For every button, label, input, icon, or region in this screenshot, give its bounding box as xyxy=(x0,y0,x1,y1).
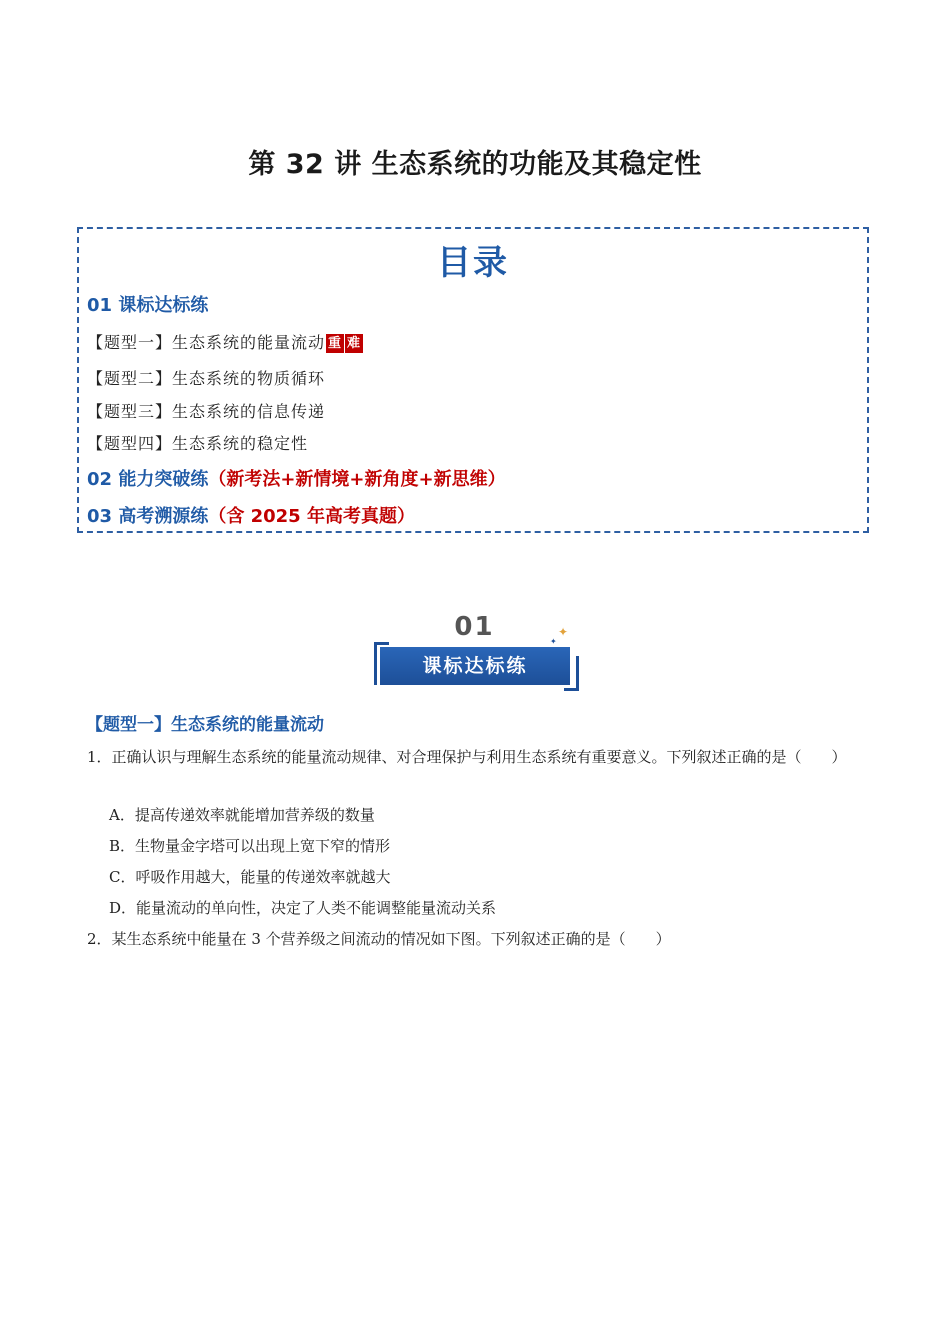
banner-number: 01 xyxy=(454,612,495,642)
sparkle-small-icon: ✦ xyxy=(550,637,557,646)
toc-item-type-3[interactable] xyxy=(87,399,325,422)
table-of-contents xyxy=(77,227,869,533)
toc-item-label: 【题型四】生态系统的稳定性 xyxy=(87,434,309,453)
sparkle-icon: ✦ xyxy=(558,625,569,639)
toc-item-type-2[interactable] xyxy=(87,366,325,389)
page-title: 第 32 讲 生态系统的功能及其稳定性 xyxy=(248,149,702,180)
toc-heading: 目录 xyxy=(437,243,509,283)
question-2-stem: 2．某生态系统中能量在 3 个营养级之间流动的情况如下图。下列叙述正确的是（ ） xyxy=(87,930,671,948)
banner-label: 课标达标练 xyxy=(380,647,570,685)
badge-important: 重 xyxy=(328,336,343,351)
toc-item-label: 【题型一】生态系统的能量流动 xyxy=(87,333,326,352)
section-banner xyxy=(372,612,582,692)
toc-section-2-title: 02 能力突破练 xyxy=(87,469,209,490)
type-heading: 【题型一】生态系统的能量流动 xyxy=(86,715,324,735)
toc-section-3-note: （含 2025 年高考真题） xyxy=(208,506,415,527)
question-1-option-b[interactable]: B．生物量金字塔可以出现上宽下窄的情形 xyxy=(109,837,391,855)
toc-item-type-4[interactable] xyxy=(87,431,308,454)
question-1-stem: 1．正确认识与理解生态系统的能量流动规律、对合理保护与利用生态系统有重要意义。下列叙述正确的是（ ） xyxy=(87,748,847,766)
toc-section-2-note: （新考法+新情境+新角度+新思维） xyxy=(208,469,506,490)
toc-section-1[interactable]: 01 课标达标练 xyxy=(87,295,209,316)
toc-item-label: 【题型二】生态系统的物质循环 xyxy=(87,369,326,388)
badge-difficult: 难 xyxy=(347,336,362,351)
toc-section-2[interactable] xyxy=(87,465,506,491)
toc-section-3[interactable] xyxy=(87,502,415,528)
toc-item-label: 【题型三】生态系统的信息传递 xyxy=(87,402,326,421)
toc-section-3-title: 03 高考溯源练 xyxy=(87,506,209,527)
question-1-option-d[interactable]: D．能量流动的单向性，决定了人类不能调整能量流动关系 xyxy=(109,899,497,917)
question-1-option-c[interactable]: C．呼吸作用越大，能量的传递效率就越大 xyxy=(109,868,391,886)
question-1-option-a[interactable]: A．提高传递效率就能增加营养级的数量 xyxy=(109,806,375,824)
toc-item-type-1[interactable] xyxy=(87,330,363,353)
